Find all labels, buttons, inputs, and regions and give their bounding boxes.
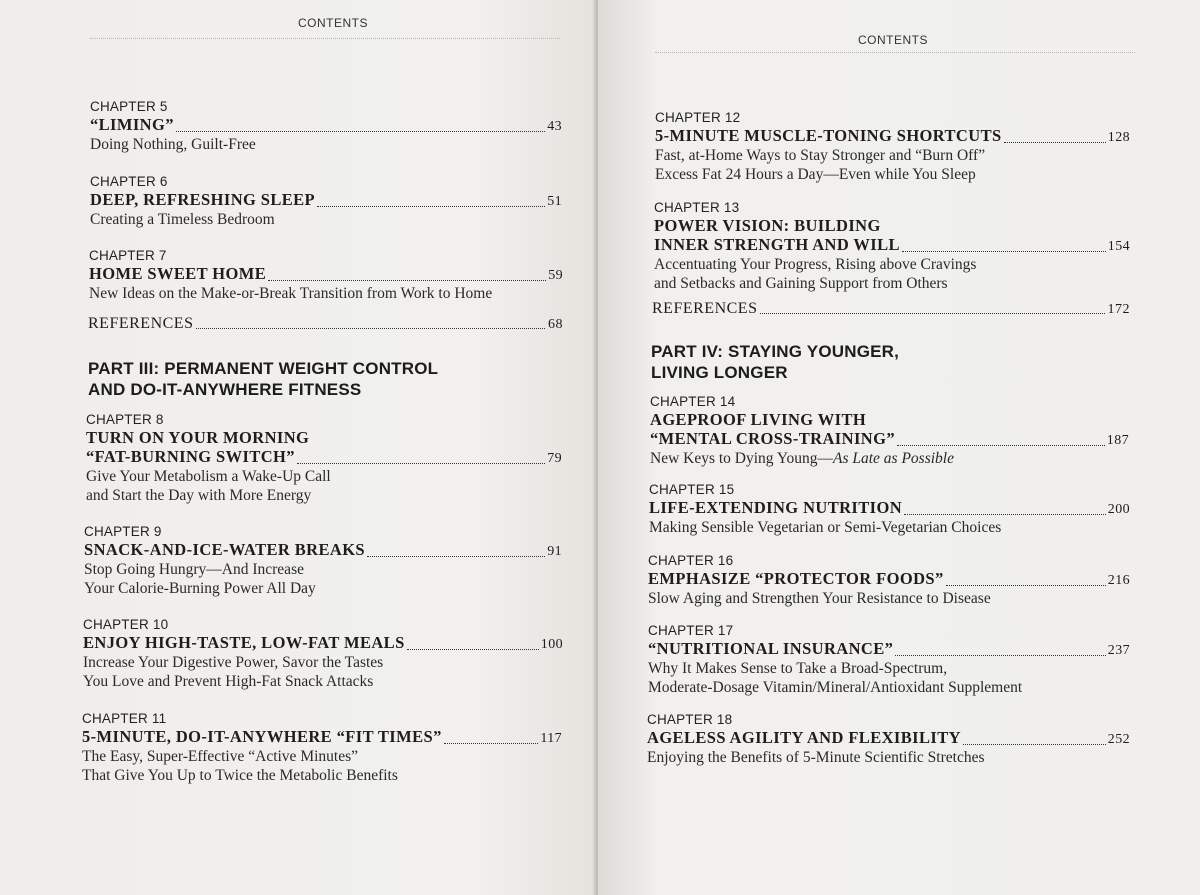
chapter-label: CHAPTER 11 (82, 711, 167, 726)
toc-entry-chapter-9 (84, 523, 562, 598)
dot-leader (268, 279, 546, 281)
dot-leader (902, 250, 1106, 252)
page-number: 51 (547, 194, 562, 209)
dot-leader (760, 313, 1104, 314)
chapter-title: ENJOY HIGH-TASTE, LOW-FAT MEALS (83, 633, 405, 652)
chapter-label: CHAPTER 15 (649, 482, 735, 497)
references-label: REFERENCES (652, 300, 758, 317)
chapter-subtitle: Making Sensible Vegetarian or Semi-Vegetarian Choices (649, 519, 1002, 536)
chapter-title: POWER VISION: BUILDING (654, 216, 881, 235)
part-heading-line: AND DO-IT-ANYWHERE FITNESS (88, 380, 362, 399)
page-number: 128 (1107, 130, 1130, 145)
chapter-subtitle: Give Your Metabolism a Wake-Up Call (86, 468, 331, 485)
page-number: 43 (547, 119, 562, 134)
dot-leader (367, 555, 545, 557)
chapter-title: “MENTAL CROSS-TRAINING” (650, 429, 895, 448)
chapter-title-line (650, 429, 1129, 450)
page-number: 252 (1107, 732, 1130, 747)
dot-leader (895, 654, 1106, 656)
page-number: 172 (1107, 302, 1130, 317)
chapter-title-line (648, 639, 1130, 660)
toc-entry-chapter-10 (83, 616, 563, 691)
chapter-title: TURN ON YOUR MORNING (86, 428, 310, 447)
chapter-subtitle: Accentuating Your Progress, Rising above Cravings (654, 256, 977, 273)
dot-leader (317, 205, 545, 207)
page-number: 237 (1107, 643, 1130, 658)
chapter-title: INNER STRENGTH AND WILL (654, 235, 900, 254)
part-heading (651, 341, 899, 383)
dot-leader (196, 328, 545, 329)
chapter-subtitle (650, 450, 1129, 469)
toc-entry-chapter-12 (655, 109, 1130, 184)
chapter-title-line (654, 235, 1130, 256)
chapter-subtitle: The Easy, Super-Effective “Active Minutes” (82, 748, 359, 765)
page-number: 216 (1107, 573, 1130, 588)
dot-leader (407, 648, 539, 650)
toc-entry-chapter-16 (648, 552, 1130, 609)
toc-entry-chapter-18 (647, 711, 1130, 768)
chapter-title: SNACK-AND-ICE-WATER BREAKS (84, 540, 365, 559)
chapter-title-line (648, 569, 1130, 590)
running-head: CONTENTS (298, 16, 368, 30)
chapter-subtitle: That Give You Up to Twice the Metabolic Benefits (82, 766, 398, 784)
chapter-title: “NUTRITIONAL INSURANCE” (648, 639, 894, 658)
chapter-subtitle: and Start the Day with More Energy (86, 486, 312, 504)
left-page (0, 0, 596, 895)
chapter-label: CHAPTER 6 (90, 174, 168, 189)
toc-entry-chapter-8 (86, 411, 562, 505)
chapter-label: CHAPTER 12 (655, 110, 741, 125)
dot-leader (897, 444, 1105, 446)
chapter-label: CHAPTER 7 (89, 248, 167, 263)
chapter-label: CHAPTER 5 (90, 99, 168, 114)
chapter-label: CHAPTER 17 (648, 623, 734, 638)
header-rule (90, 38, 560, 39)
page-number: 100 (540, 637, 563, 652)
right-page (598, 0, 1200, 895)
chapter-title-line (649, 498, 1130, 519)
part-heading (88, 358, 438, 400)
part-heading-line: PART IV: STAYING YOUNGER, (651, 342, 900, 361)
chapter-subtitle: Your Calorie-Burning Power All Day (84, 579, 316, 597)
chapter-label: CHAPTER 9 (84, 524, 162, 539)
toc-entry-chapter-13 (654, 199, 1130, 293)
chapter-subtitle: Slow Aging and Strengthen Your Resistance to Disease (648, 590, 991, 607)
chapter-title-line (90, 190, 562, 211)
chapter-title-line (655, 126, 1130, 147)
dot-leader (176, 130, 545, 132)
chapter-title: 5-MINUTE MUSCLE-TONING SHORTCUTS (655, 126, 1002, 145)
chapter-title: AGELESS AGILITY AND FLEXIBILITY (647, 728, 961, 747)
chapter-label: CHAPTER 8 (86, 412, 164, 427)
running-head: CONTENTS (858, 33, 928, 47)
chapter-subtitle: Increase Your Digestive Power, Savor the Tastes (83, 654, 384, 671)
chapter-title-line (83, 633, 563, 654)
dot-leader (963, 743, 1106, 745)
page-number: 91 (547, 544, 562, 559)
references-entry (88, 315, 563, 333)
toc-entry-chapter-15 (649, 481, 1130, 538)
toc-entry-chapter-11 (82, 710, 562, 785)
chapter-title: LIFE-EXTENDING NUTRITION (649, 498, 903, 517)
chapter-subtitle: and Setbacks and Gaining Support from Others (654, 274, 948, 292)
toc-entry-chapter-6 (90, 173, 562, 230)
chapter-title: AGEPROOF LIVING WITH (650, 410, 867, 429)
subtitle-text: New Keys to Dying Young— (650, 450, 833, 467)
dot-leader (946, 584, 1106, 586)
chapter-subtitle: You Love and Prevent High-Fat Snack Attacks (83, 672, 374, 690)
toc-entry-chapter-17 (648, 622, 1130, 697)
page-number: 59 (548, 268, 563, 283)
chapter-title-line (84, 540, 562, 561)
dot-leader (297, 462, 545, 464)
header-rule (655, 52, 1135, 53)
chapter-subtitle: Enjoying the Benefits of 5-Minute Scientific Stretches (647, 749, 985, 766)
toc-entry-chapter-5 (90, 98, 562, 155)
chapter-subtitle: Fast, at-Home Ways to Stay Stronger and “Burn Off” (655, 147, 986, 164)
chapter-label: CHAPTER 16 (648, 553, 734, 568)
chapter-title: HOME SWEET HOME (89, 264, 267, 283)
page-number: 68 (548, 317, 563, 332)
part-heading-line: LIVING LONGER (651, 363, 788, 382)
chapter-label: CHAPTER 18 (647, 712, 733, 727)
part-heading-line: PART III: PERMANENT WEIGHT CONTROL (88, 359, 439, 378)
page-number: 79 (547, 451, 562, 466)
chapter-title: 5-MINUTE, DO-IT-ANYWHERE “FIT TIMES” (82, 727, 442, 746)
chapter-subtitle: Excess Fat 24 Hours a Day—Even while You Sleep (655, 165, 976, 183)
chapter-subtitle: Moderate-Dosage Vitamin/Mineral/Antioxidant Supplement (648, 678, 1023, 696)
chapter-title: “FAT-BURNING SWITCH” (86, 447, 295, 466)
chapter-subtitle: New Ideas on the Make-or-Break Transition from Work to Home (89, 285, 493, 302)
chapter-subtitle: Why It Makes Sense to Take a Broad-Spectrum, (648, 660, 948, 677)
page-number: 154 (1107, 239, 1130, 254)
chapter-title-line (86, 447, 562, 468)
chapter-title-line (90, 115, 562, 136)
chapter-subtitle: Doing Nothing, Guilt-Free (90, 136, 256, 153)
dot-leader (1004, 141, 1106, 143)
page-number: 187 (1106, 433, 1129, 448)
chapter-title-line (82, 727, 562, 748)
toc-entry-chapter-14 (650, 393, 1129, 469)
dot-leader (904, 513, 1106, 515)
chapter-title: “LIMING” (90, 115, 174, 134)
chapter-title: DEEP, REFRESHING SLEEP (90, 190, 316, 209)
references-label: REFERENCES (88, 315, 194, 332)
page-number: 117 (540, 731, 562, 746)
references-entry (652, 300, 1130, 318)
chapter-subtitle: Creating a Timeless Bedroom (90, 211, 275, 228)
toc-entry-chapter-7 (89, 247, 563, 304)
subtitle-italic-text: As Late as Possible (833, 450, 954, 467)
chapter-subtitle: Stop Going Hungry—And Increase (84, 561, 304, 578)
chapter-label: CHAPTER 14 (650, 394, 736, 409)
chapter-title-line (89, 264, 563, 285)
chapter-title-line (647, 728, 1130, 749)
chapter-label: CHAPTER 10 (83, 617, 169, 632)
chapter-title: EMPHASIZE “PROTECTOR FOODS” (648, 569, 944, 588)
page-number: 200 (1107, 502, 1130, 517)
chapter-label: CHAPTER 13 (654, 200, 740, 215)
dot-leader (444, 742, 539, 744)
